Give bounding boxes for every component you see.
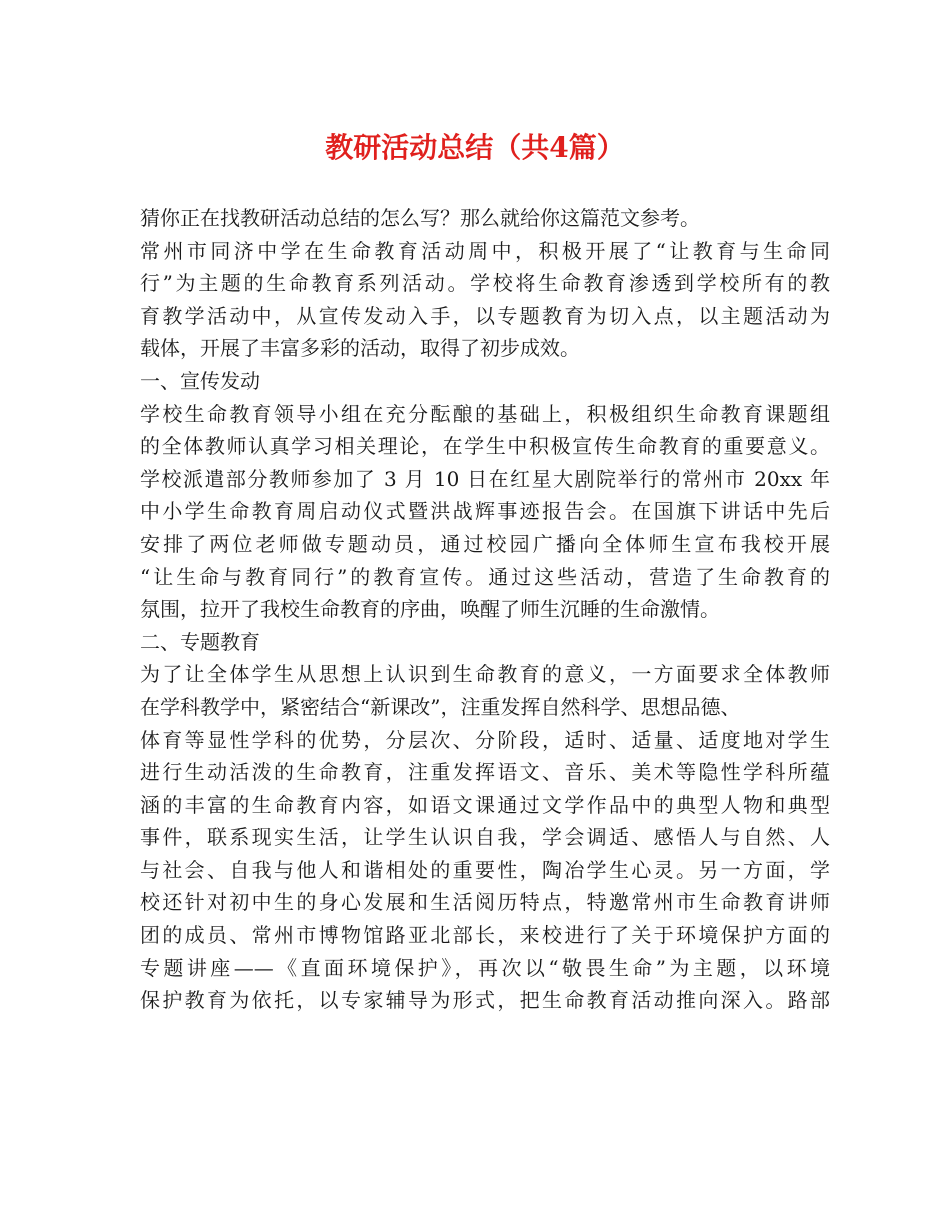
text-line: 猜你正在找教研活动总结的怎么写？那么就给你这篇范文参考。 <box>140 206 700 230</box>
text-line: 体育等显性学科的优势，分层次、分阶段，适时、适量、适度地对学生 <box>140 727 830 752</box>
text-line: 保护教育为依托，以专家辅导为形式，把生命教育活动推向深入。路部 <box>140 988 830 1013</box>
text-line: 进行生动活泼的生命教育，注重发挥语文、音乐、美术等隐性学科所蕴 <box>140 760 830 785</box>
text-line: 一、宣传发动 <box>140 368 260 393</box>
document-title: 教研活动总结（共4篇） <box>325 131 625 164</box>
text-line: “让生命与教育同行”的教育宣传。通过这些活动，营造了生命教育的 <box>140 564 830 589</box>
text-line: 常州市同济中学在生命教育活动周中，积极开展了“让教育与生命同 <box>140 238 830 263</box>
text-line: 氛围，拉开了我校生命教育的序曲，唤醒了师生沉睡的生命激情。 <box>140 597 720 622</box>
text-line: 事件，联系现实生活，让学生认识自我，学会调适、感悟人与自然、人 <box>140 825 830 850</box>
text-line: 的全体教师认真学习相关理论，在学生中积极宣传生命教育的重要意义。 <box>140 434 830 459</box>
text-line: 团的成员、常州市博物馆路亚北部长，来校进行了关于环境保护方面的 <box>140 923 830 948</box>
text-line: 学校生命教育领导小组在充分酝酿的基础上，积极组织生命教育课题组 <box>140 401 830 426</box>
text-line: 为了让全体学生从思想上认识到生命教育的意义，一方面要求全体教师 <box>140 662 830 687</box>
text-line: 中小学生命教育周启动仪式暨洪战辉事迹报告会。在国旗下讲话中先后 <box>140 499 830 524</box>
text-line: 学校派遣部分教师参加了 3 月 10 日在红星大剧院举行的常州市 20xx 年 <box>140 466 830 491</box>
text-line: 安排了两位老师做专题动员，通过校园广播向全体师生宣布我校开展 <box>140 531 830 556</box>
text-line: 专题讲座——《直面环境保护》，再次以“敬畏生命”为主题，以环境 <box>140 955 830 980</box>
text-line: 在学科教学中，紧密结合“新课改”，注重发挥自然科学、思想品德、 <box>140 694 741 719</box>
text-line: 校还针对初中生的身心发展和生活阅历特点，特邀常州市生命教育讲师 <box>140 890 830 915</box>
text-line: 涵的丰富的生命教育内容，如语文课通过文学作品中的典型人物和典型 <box>140 792 830 817</box>
text-line: 行”为主题的生命教育系列活动。学校将生命教育渗透到学校所有的教 <box>140 271 830 296</box>
text-line: 育教学活动中，从宣传发动入手，以专题教育为切入点，以主题活动为 <box>140 303 830 328</box>
text-line: 与社会、自我与他人和谐相处的重要性，陶冶学生心灵。另一方面，学 <box>140 857 830 882</box>
text-line: 载体，开展了丰富多彩的活动，取得了初步成效。 <box>140 336 580 361</box>
document-body <box>140 202 830 1017</box>
text-line: 二、专题教育 <box>140 629 260 654</box>
